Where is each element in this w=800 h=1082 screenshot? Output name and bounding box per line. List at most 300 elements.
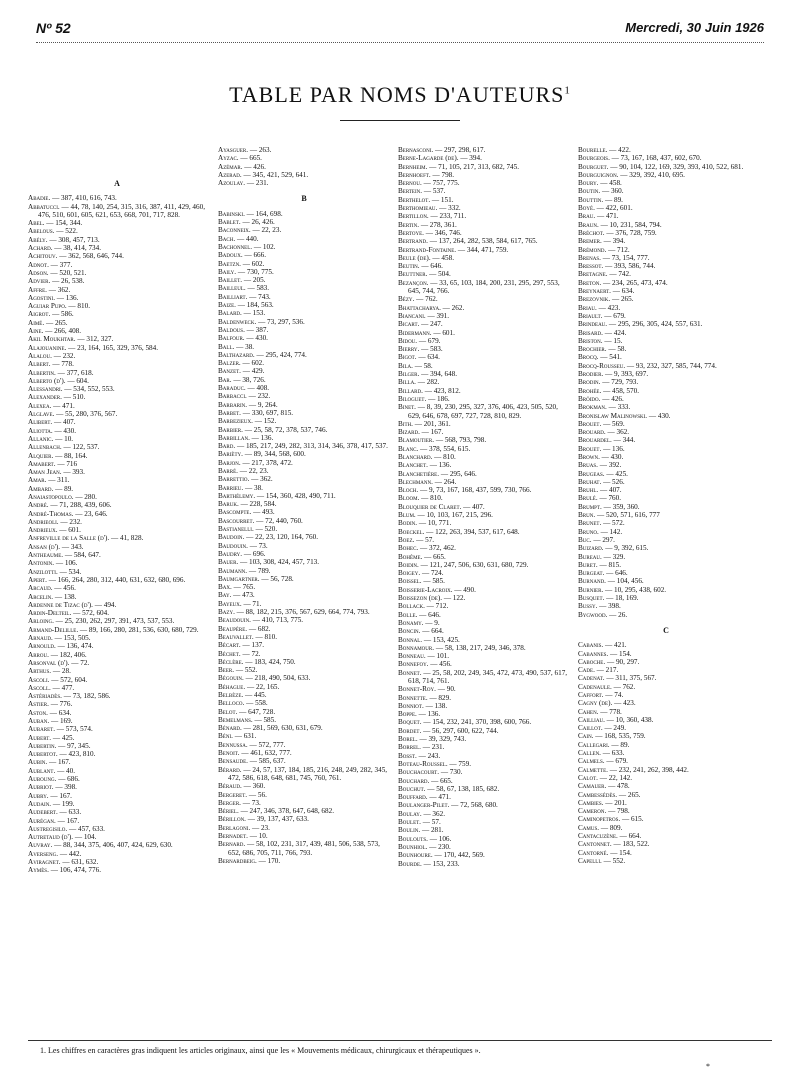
author-name: Brouard. — [578, 428, 606, 437]
author-name: Aston. — [28, 708, 48, 717]
author-name: Aimé. — [28, 318, 45, 327]
author-name: Blanc. — [398, 444, 419, 453]
page-refs: 295, 424, 774. — [265, 350, 307, 359]
author-name: Brémond. — [578, 245, 607, 254]
index-entry: Caffort. — 74. — [578, 691, 624, 699]
index-entry: Berthelot. — 151. — [398, 195, 454, 204]
author-name: Badoux. — [218, 251, 243, 260]
index-entry: Arrou. — 182, 406. — [28, 650, 87, 659]
page-refs: 266, 408. — [54, 327, 82, 336]
index-entry: Bruno. — 142. — [578, 527, 623, 536]
author-name: Bertin. — [398, 220, 420, 229]
page-refs: 73, 297, 536. — [267, 317, 305, 326]
index-entry: Bressot. — 393, 586, 744. — [578, 262, 656, 271]
index-entry: Bonnet. — 25, 58, 202, 249, 345, 472, 473, 490, 537, 617, 618, 714, 761. — [398, 668, 568, 685]
page-refs: 282. — [426, 378, 440, 387]
author-name: Bilger. — [398, 370, 420, 379]
index-entry: Andrieux. — 601. — [28, 526, 81, 535]
index-entry: Boeckel. — 122, 263, 394, 537, 617, 648. — [398, 527, 520, 536]
index-entry: Cade. — 217. — [578, 666, 619, 675]
page-refs: 231. — [431, 743, 445, 752]
author-name: Boulouts. — [398, 834, 428, 843]
index-entry: Benoit. — 461, 632, 777. — [218, 749, 292, 758]
page-refs: 58, 67, 138, 185, 682. — [436, 784, 500, 793]
author-name: Bascourret. — [218, 516, 255, 525]
page-refs: 344, 471, 759. — [466, 245, 509, 254]
page-refs: 26, 426. — [251, 218, 275, 227]
author-name: Aurégan. — [28, 816, 56, 825]
index-entry: Alexander. — 510. — [28, 393, 86, 402]
index-entry: Bremer. — 394. — [578, 237, 626, 246]
page-refs: 633. — [611, 749, 625, 758]
page-refs: 445. — [253, 691, 267, 699]
index-entry: Boulin. — 281. — [398, 826, 444, 835]
author-name: Breynaert. — [578, 287, 611, 296]
page-refs: 398. — [608, 602, 621, 611]
author-name: Brisard. — [578, 328, 603, 337]
index-entry: Bussy. — 398. — [578, 602, 621, 611]
author-name: Buc. — [578, 535, 592, 544]
author-name: Bemelmans. — [218, 715, 253, 724]
page-refs: 377. — [59, 260, 73, 269]
page-refs: 552. — [244, 666, 258, 675]
index-entry: Boissel. — 585. — [398, 577, 445, 586]
page-refs: 154, 344. — [55, 219, 83, 228]
index-entry: Capelli. — 552. — [578, 856, 626, 865]
author-name: Abelous. — [28, 227, 55, 236]
index-entry: Anzilotti. — 534. — [28, 567, 82, 576]
author-name: Calmels. — [578, 757, 605, 766]
author-name: Azerad. — [218, 170, 242, 179]
page-refs: 101. — [436, 652, 450, 661]
author-name: Anfreville de la Salle (d'). — [28, 534, 110, 543]
index-entry: Bailliart. — 743. — [218, 292, 271, 301]
index-entry: Arnould. — 136, 474. — [28, 642, 94, 651]
index-entry: Bernasconi. — 297, 298, 617. — [398, 146, 486, 154]
page-refs: 217, 378, 472. — [251, 458, 293, 467]
index-entry: Achard. — 38, 414, 734. — [28, 244, 102, 253]
page-refs: 461, 632, 777. — [250, 749, 292, 758]
author-name: Aubert. — [28, 733, 52, 742]
author-name: Cameron. — [578, 807, 607, 816]
index-entry: Bertrand. — 137, 264, 282, 538, 584, 617, 765. — [398, 237, 538, 246]
author-name: André. — [28, 501, 49, 510]
page-refs: 425. — [61, 733, 75, 742]
author-name: Aubertin. — [28, 741, 57, 750]
author-name: Bernhoeft. — [398, 170, 431, 179]
index-entry: Barrettio. — 362. — [218, 475, 273, 484]
author-name: Bremer. — [578, 237, 602, 246]
index-entry: Camus. — 809. — [578, 823, 623, 832]
author-name: Caminopetros. — [578, 815, 621, 824]
author-name: Beer. — [218, 666, 235, 675]
author-name: Boissezon (de). — [398, 594, 443, 603]
page-refs: 18, 169. — [615, 594, 639, 603]
index-entry: Aublant. — 40. — [28, 766, 76, 775]
section-letter: B — [301, 194, 307, 204]
page-refs: 762. — [622, 682, 636, 691]
page-refs: 362. — [432, 809, 445, 818]
page-refs: 88, 182, 215, 376, 567, 629, 664, 774, 793. — [245, 608, 370, 617]
author-name: Bézy. — [398, 295, 415, 304]
page-refs: 584, 647. — [73, 551, 101, 560]
index-entry: Camauer. — 478. — [578, 782, 630, 791]
index-entry: Austregisilo. — 457, 633. — [28, 824, 105, 833]
index-entry: Brocq. — 541. — [578, 353, 622, 362]
page-refs: 423, 810. — [68, 750, 96, 759]
author-name: Boulay. — [398, 809, 422, 818]
page-refs: 136. — [65, 293, 79, 302]
index-entry: Callen. — 633. — [578, 749, 625, 758]
page-refs: 232. — [62, 351, 76, 360]
author-name: Brau. — [578, 212, 596, 221]
page-refs: 10, 103, 167, 215, 296. — [426, 511, 493, 520]
author-name: Bascompte. — [218, 508, 252, 517]
index-entry: Caboche. — 90, 297. — [578, 657, 640, 666]
author-name: Berthelot. — [398, 195, 431, 204]
author-name: Bollack. — [398, 602, 425, 611]
author-name: Brochier. — [578, 345, 607, 354]
index-entry: Béni. — 631. — [218, 732, 257, 741]
page-refs: 537. — [432, 187, 446, 196]
index-entry: Beaupère. — 682. — [218, 624, 271, 633]
index-entry: Boquet. — 154, 232, 241, 370, 398, 600, 766. — [398, 718, 532, 727]
index-entry: Ascoll. — 477. — [28, 683, 75, 692]
author-name: Bronislaw Malinowski. — [578, 411, 648, 420]
index-entry: Brenas. — 73, 154, 777. — [578, 253, 650, 262]
author-name: Auvray. — [28, 841, 53, 850]
author-name: Cagny (de). — [578, 699, 613, 708]
page-refs: 90, 297. — [615, 657, 640, 666]
author-name: Bonnette. — [398, 693, 428, 702]
index-entry: Aubriot. — 398. — [28, 783, 77, 792]
index-entry: Bruas. — 392. — [578, 461, 622, 470]
author-name: Bodin. — [398, 519, 418, 528]
author-name: Biancani. — [398, 311, 426, 320]
page-refs: 442. — [68, 849, 82, 858]
index-entry: Barièty. — 89, 344, 568, 600. — [218, 450, 306, 459]
index-entry: Borel. — 39, 329, 743. — [398, 735, 467, 744]
page-refs: 798. — [441, 170, 455, 179]
author-name: Baruk. — [218, 500, 239, 509]
index-entry: Brau. — 471. — [578, 212, 619, 221]
page-refs: 329. — [612, 552, 626, 561]
author-name: Bastianelli. — [218, 525, 254, 534]
index-entry: Brindeau. — 295, 296, 305, 424, 557, 631. — [578, 320, 703, 329]
page-refs: 26. — [618, 610, 628, 619]
author-name: Abbatucci. — [28, 202, 60, 211]
index-entry: Calmels. — 679. — [578, 757, 628, 766]
author-name: Alexea. — [28, 401, 52, 410]
index-entry: Bouchacourt. — 730. — [398, 768, 463, 777]
page-refs: 205. — [252, 276, 266, 285]
page-refs: 136. — [427, 710, 441, 719]
page-refs: 346, 746. — [434, 228, 462, 237]
index-entry: Aguiar Pupo. — 810. — [28, 302, 90, 311]
index-entry: Cantacuzène. — 664. — [578, 832, 642, 841]
author-name: Bohême. — [398, 552, 423, 561]
page-refs: 410, 713, 775. — [261, 616, 304, 625]
page-refs: 686. — [67, 775, 80, 784]
page-refs: 23, 646. — [84, 509, 108, 518]
index-entry: Brun. — 520, 571, 616, 777 — [578, 511, 660, 520]
author-name: Bazy. — [218, 608, 235, 617]
author-name: Brumpt. — [578, 502, 602, 511]
index-entry: Briault. — 679. — [578, 311, 626, 320]
page-refs: 57. — [431, 818, 441, 827]
page-refs: 633. — [68, 808, 82, 817]
index-entry: Barbarin. — 9, 264. — [218, 400, 278, 409]
title-rule — [340, 120, 460, 121]
author-name: Buizard. — [578, 544, 604, 553]
author-name: Boury. — [578, 179, 599, 188]
page-refs: 471. — [62, 401, 75, 410]
author-name: Biloguet. — [398, 394, 427, 403]
index-entry: Abbatucci. — 44, 78, 140, 254, 315, 316, 387, 411, 429, 460, 476, 510, 601, 605, 621, 653, 668, 701, 717, 828. — [28, 202, 205, 219]
index-entry: Brouardel. — 344. — [578, 436, 636, 445]
index-entry: Cambies. — 201. — [578, 798, 627, 807]
page-refs: 394. — [469, 154, 482, 163]
author-name: Baily. — [218, 267, 237, 276]
page-refs: 815. — [608, 560, 622, 569]
page-refs: 243. — [427, 751, 441, 760]
index-entry: Ardin-Delteil. — 572, 604. — [28, 609, 110, 618]
page-refs: 281. — [430, 826, 444, 835]
page-refs: 295, 646. — [449, 469, 477, 478]
author-name: Barbacci. — [218, 392, 247, 401]
author-name: Bérard. — [218, 765, 242, 774]
author-name: Brenas. — [578, 253, 601, 262]
page-refs: 586. — [61, 310, 74, 319]
author-name: Bussy. — [578, 602, 598, 611]
author-name: Bénard. — [218, 724, 242, 733]
index-entry: Bohême. — 665. — [398, 552, 446, 561]
index-entry: Baldous. — 387. — [218, 325, 269, 334]
index-entry: Advier. — 26, 538. — [28, 277, 85, 286]
index-entry: Busquet. — 18, 169. — [578, 594, 639, 603]
author-name: Bablet. — [218, 218, 241, 227]
author-name: Barré. — [218, 466, 238, 475]
index-entry: Aurégan. — 167. — [28, 816, 80, 825]
index-entry: Barbezieux. — 152. — [218, 417, 277, 426]
index-entry: Bériel. — 247, 346, 378, 647, 648, 682. — [218, 807, 334, 816]
page-refs: 297, 298, 617. — [444, 146, 486, 154]
author-name: Albert. — [28, 360, 51, 369]
index-entry: Boidin. — 121, 247, 506, 630, 631, 680, 729. — [398, 560, 529, 569]
author-name: Burnier. — [578, 585, 604, 594]
author-name: Alajouanine. — [28, 343, 67, 352]
page-refs: 634. — [58, 708, 72, 717]
author-name: Aubry. — [28, 791, 49, 800]
index-entry: Alajouanine. — 23, 164, 165, 329, 376, 584. — [28, 343, 159, 352]
index-entry: Alquier. — 88, 164. — [28, 451, 88, 460]
author-name: Aman Jean. — [28, 468, 62, 477]
index-entry: Cadenaule. — 762. — [578, 682, 636, 691]
index-entry: Beaudouin. — 410, 713, 775. — [218, 616, 304, 625]
index-entry: Boppe. — 136. — [398, 710, 441, 719]
author-name: Boigey. — [398, 569, 421, 578]
page-refs: 778. — [609, 707, 622, 716]
author-name: Bailleul. — [218, 284, 246, 293]
index-entry: Abély. — 308, 457, 713. — [28, 235, 100, 244]
page-refs: 646. — [428, 610, 441, 619]
index-entry: Ambard. — 89. — [28, 484, 74, 493]
author-name: Bertrand. — [398, 237, 428, 246]
author-name: Bidermann. — [398, 328, 432, 337]
index-entry: Bierry. — 583. — [398, 345, 443, 354]
page-refs: 387, 410, 616, 743. — [61, 194, 117, 203]
page-refs: 440. — [245, 234, 259, 243]
page-refs: 23, 164, 165, 329, 376, 584. — [77, 343, 159, 352]
page-refs: 58. — [617, 345, 627, 354]
author-name: Billard. — [398, 386, 423, 395]
page-refs: 407. — [608, 486, 622, 495]
index-entry: Bégouin. — 218, 490, 504, 633. — [218, 674, 311, 683]
author-name: Boidin. — [398, 560, 419, 569]
page-refs: 332. — [448, 204, 461, 213]
index-entry: Bayeux. — 71. — [218, 599, 262, 608]
index-entry: Breton. — 234, 265, 473, 474. — [578, 278, 668, 287]
author-name: Barbier. — [218, 425, 243, 434]
index-entry: Bernheim. — 71, 105, 217, 313, 682, 745. — [398, 162, 520, 171]
author-name: Belbèze. — [218, 691, 244, 699]
index-entry: Buret. — 815. — [578, 560, 622, 569]
author-name: Braun. — [578, 220, 599, 229]
page-refs: 26, 538. — [61, 277, 85, 286]
index-entry: Abelous. — 522. — [28, 227, 78, 236]
index-entry: Auban. — 169. — [28, 717, 73, 725]
author-name: Bailliart. — [218, 292, 248, 301]
author-name: Bruhl. — [578, 486, 599, 495]
author-name: Bierry. — [398, 345, 420, 354]
author-name: Berne-Lagarde (de). — [398, 154, 459, 163]
index-entry: Bernard. — 58, 102, 231, 317, 439, 481, 506, 538, 573, 652, 686, 705, 711, 766, 793. — [218, 840, 380, 857]
index-entry: Bonneau. — 101. — [398, 652, 450, 661]
page-refs: 477. — [61, 683, 75, 692]
index-entry: Boissezon (de). — 122. — [398, 594, 466, 603]
page-refs: 573, 574. — [65, 725, 93, 734]
index-entry: Boury. — 458. — [578, 179, 622, 188]
index-entry: Bertillon. — 233, 711. — [398, 212, 467, 221]
author-name: Brokman. — [578, 403, 607, 412]
page-refs: 665. — [440, 776, 453, 785]
author-name: Bérillon. — [218, 815, 246, 824]
author-name: Arsonval (d'). — [28, 658, 70, 667]
index-entry: Arcelin. — 138. — [28, 592, 77, 601]
page-refs: 72. — [251, 649, 261, 658]
author-name: Bygwood. — [578, 610, 608, 619]
author-name: Benoit. — [218, 749, 240, 758]
author-name: Bard. — [218, 442, 236, 451]
page-refs: 679. — [615, 757, 628, 766]
author-name: Cahen. — [578, 707, 599, 716]
author-name: Cadenat. — [578, 674, 605, 683]
author-name: Brouet. — [578, 444, 602, 453]
page-refs: 458. — [609, 179, 622, 188]
index-entry: Bidou. — 679. — [398, 336, 441, 345]
page-refs: 232. — [69, 517, 82, 526]
page-refs: 343. — [70, 542, 84, 551]
author-name: Bordet. — [398, 726, 422, 735]
author-name: Borrel. — [398, 743, 421, 752]
page-refs: 422. — [618, 146, 631, 154]
index-entry: Bourguet. — 90, 104, 122, 169, 329, 393, 410, 522, 681. — [578, 162, 744, 171]
page-refs: 153, 233. — [432, 859, 460, 868]
index-entry: Aviragnet. — 631, 632. — [28, 858, 99, 867]
index-entry: Baize. — 184, 563. — [218, 301, 274, 310]
author-name: Ball. — [218, 342, 235, 351]
page-refs: 167. — [59, 791, 72, 800]
author-name: Boissel. — [398, 577, 422, 586]
author-name: Ardenne de Tizac (d'). — [28, 600, 93, 609]
page-refs: 583. — [256, 284, 270, 293]
author-name: Barièty. — [218, 450, 243, 459]
index-entry: Bizard. — 167. — [398, 428, 444, 437]
author-name: Beaupère. — [218, 624, 248, 633]
author-name: Béni. — [218, 732, 233, 741]
index-entry: Aston. — 634. — [28, 708, 72, 717]
index-entry: Bachonnel. — 102. — [218, 242, 276, 251]
index-entry: Berthomieau. — 332. — [398, 204, 461, 213]
page-refs: 10, 231, 584, 794. — [609, 220, 662, 229]
index-entry: Boteau-Roussel. — 759. — [398, 759, 471, 768]
index-entry: Béclère. — 183, 424, 750. — [218, 657, 296, 666]
index-entry: Brulé. — 760. — [578, 494, 622, 503]
index-entry: Bécart. — 137. — [218, 641, 265, 650]
author-name: Bounhiol. — [398, 842, 428, 851]
page-refs: 311. — [57, 476, 70, 485]
index-entry: Boulet. — 57. — [398, 818, 441, 827]
author-name: Agostini. — [28, 293, 55, 302]
page-refs: 504. — [438, 270, 451, 279]
author-name: Armand-Delille. — [28, 625, 79, 634]
page-refs: 89, 344, 568, 600. — [253, 450, 306, 459]
author-name: Barrettio. — [218, 475, 250, 484]
index-entry: Barbet. — 330, 697, 815. — [218, 408, 294, 417]
author-name: Balzer. — [218, 359, 241, 368]
index-entry: Bordet. — 56, 297, 600, 622, 744. — [398, 726, 499, 735]
index-column-3 — [398, 146, 568, 868]
author-name: Briston. — [578, 336, 603, 345]
page-refs: 8, 39, 230, 295, 327, 376, 406, 423, 505, 520, 629, 646, 678, 697, 727, 728, 810, 829. — [408, 403, 558, 420]
page-refs: 552. — [612, 856, 626, 865]
index-entry: Barré. — 22, 23. — [218, 466, 269, 475]
index-entry: Brugeas. — 425. — [578, 469, 628, 478]
index-entry: Bailleul. — 583. — [218, 284, 270, 293]
page-refs: 170, 442, 569. — [443, 851, 485, 860]
page-refs: 778. — [61, 360, 74, 369]
index-entry: Bloch. — 9, 73, 167, 168, 437, 599, 730, 766. — [398, 486, 532, 495]
page-refs: 534, 552, 553. — [73, 385, 115, 394]
page-refs: 262. — [451, 303, 465, 312]
page-refs: 74. — [614, 691, 624, 699]
author-name: Buret. — [578, 560, 598, 569]
index-entry: Bonniot. — 138. — [398, 701, 448, 710]
author-name: Bauer. — [218, 558, 239, 567]
page-refs: 185, 217, 249, 282, 313, 314, 346, 378, 417, 537. — [245, 442, 388, 451]
author-name: Arcaud. — [28, 584, 53, 593]
author-name: Cambies. — [578, 798, 604, 807]
index-entry: Balthazard. — 295, 424, 774. — [218, 350, 307, 359]
index-entry: Barbier. — 25, 58, 72, 378, 537, 746. — [218, 425, 328, 434]
page-refs: 398. — [64, 783, 77, 792]
author-name: Ascoli. — [28, 675, 50, 684]
page-refs: 25, 58, 72, 378, 537, 746. — [253, 425, 328, 434]
page-refs: 810. — [77, 302, 90, 311]
author-name: Blanchetière. — [398, 469, 440, 478]
index-entry: Albertin. — 377, 618. — [28, 368, 94, 377]
page-refs: 9, 392, 615. — [614, 544, 649, 553]
